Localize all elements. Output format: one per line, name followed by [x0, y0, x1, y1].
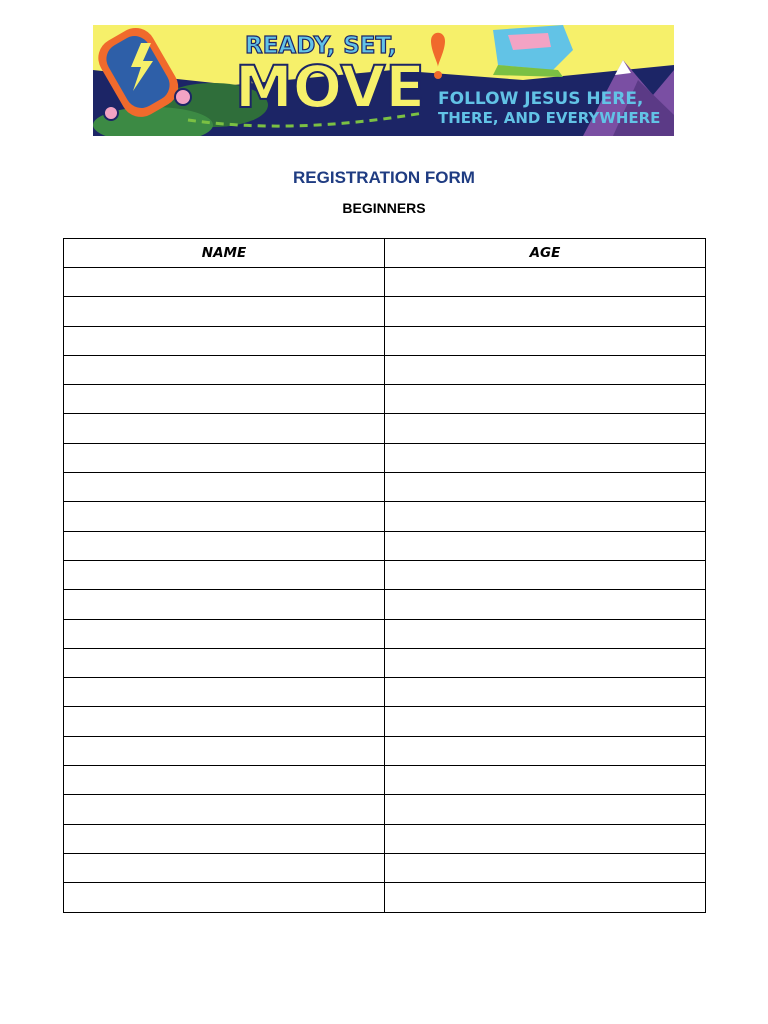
banner-line1: READY, SET,: [245, 33, 397, 59]
form-title: REGISTRATION FORM: [293, 168, 475, 187]
name-cell[interactable]: [64, 619, 385, 648]
name-cell[interactable]: [64, 560, 385, 589]
age-cell[interactable]: [385, 443, 706, 472]
age-cell[interactable]: [385, 853, 706, 882]
header-banner: [93, 25, 674, 136]
age-cell[interactable]: [385, 502, 706, 531]
age-cell[interactable]: [385, 326, 706, 355]
name-cell[interactable]: [64, 766, 385, 795]
table-row: [64, 648, 706, 677]
age-cell[interactable]: [385, 883, 706, 912]
age-cell[interactable]: [385, 268, 706, 297]
banner-line2: MOVE: [235, 53, 425, 121]
name-cell[interactable]: [64, 853, 385, 882]
table-row: [64, 531, 706, 560]
name-cell[interactable]: [64, 795, 385, 824]
name-cell[interactable]: [64, 678, 385, 707]
age-cell[interactable]: [385, 560, 706, 589]
name-cell[interactable]: [64, 355, 385, 384]
table-row: [64, 502, 706, 531]
age-cell[interactable]: [385, 414, 706, 443]
table-row: [64, 473, 706, 502]
table-row: [64, 795, 706, 824]
age-cell[interactable]: [385, 531, 706, 560]
age-cell[interactable]: [385, 590, 706, 619]
age-cell[interactable]: [385, 766, 706, 795]
table-row: [64, 268, 706, 297]
table-row: [64, 883, 706, 912]
registration-table: [63, 238, 706, 913]
name-cell[interactable]: [64, 707, 385, 736]
age-cell[interactable]: [385, 795, 706, 824]
table-row: [64, 590, 706, 619]
name-cell[interactable]: [64, 531, 385, 560]
table-row: [64, 355, 706, 384]
column-header-age: AGE: [385, 239, 706, 268]
table-row: [64, 385, 706, 414]
table-row: [64, 678, 706, 707]
table-row: [64, 560, 706, 589]
table-row: [64, 414, 706, 443]
age-cell[interactable]: [385, 473, 706, 502]
table-row: [64, 297, 706, 326]
name-cell[interactable]: [64, 297, 385, 326]
name-cell[interactable]: [64, 385, 385, 414]
table-header-row: [64, 239, 706, 268]
table-row: [64, 707, 706, 736]
table-row: [64, 326, 706, 355]
name-cell[interactable]: [64, 883, 385, 912]
name-cell[interactable]: [64, 414, 385, 443]
table-row: [64, 736, 706, 765]
age-cell[interactable]: [385, 736, 706, 765]
name-cell[interactable]: [64, 736, 385, 765]
banner-tagline1: FOLLOW JESUS HERE,: [438, 89, 644, 109]
age-cell[interactable]: [385, 619, 706, 648]
name-cell[interactable]: [64, 648, 385, 677]
table-row: [64, 766, 706, 795]
age-cell[interactable]: [385, 707, 706, 736]
banner-tagline2: THERE, AND EVERYWHERE: [438, 109, 661, 127]
age-cell[interactable]: [385, 385, 706, 414]
table-body: [64, 268, 706, 913]
name-cell[interactable]: [64, 326, 385, 355]
age-cell[interactable]: [385, 297, 706, 326]
name-cell[interactable]: [64, 502, 385, 531]
name-cell[interactable]: [64, 268, 385, 297]
table-row: [64, 443, 706, 472]
name-cell[interactable]: [64, 443, 385, 472]
name-cell[interactable]: [64, 824, 385, 853]
name-cell[interactable]: [64, 473, 385, 502]
table-row: [64, 853, 706, 882]
form-subtitle: BEGINNERS: [342, 200, 426, 216]
age-cell[interactable]: [385, 824, 706, 853]
name-cell[interactable]: [64, 590, 385, 619]
table-row: [64, 619, 706, 648]
age-cell[interactable]: [385, 648, 706, 677]
age-cell[interactable]: [385, 678, 706, 707]
table-row: [64, 824, 706, 853]
age-cell[interactable]: [385, 355, 706, 384]
column-header-name: NAME: [64, 239, 385, 268]
